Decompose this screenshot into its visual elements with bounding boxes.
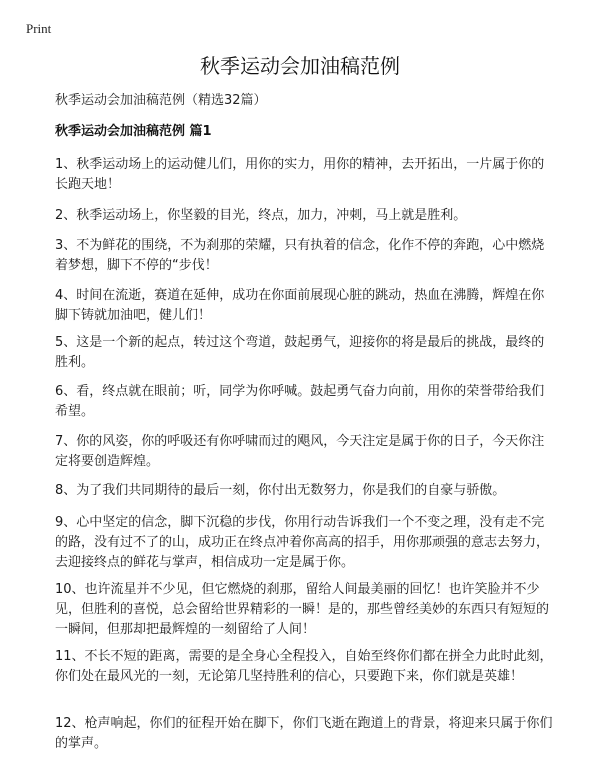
document-title: 秋季运动会加油稿范例 xyxy=(200,54,400,78)
paragraph-8: 8、为了我们共同期待的最后一刻，你付出无数努力，你是我们的自豪与骄傲。 xyxy=(55,483,506,498)
paragraph-4: 4、时间在流逝，赛道在延伸，成功在你面前展现心脏的跳动，热血在沸腾，辉煌在你脚下铸就加油吧，健儿们！ xyxy=(55,288,545,323)
document-subtitle: 秋季运动会加油稿范例（精选32篇） xyxy=(55,93,267,108)
paragraph-1: 1、秋季运动场上的运动健儿们，用你的实力，用你的精神，去开拓出，一片属于你的长跑天地！ xyxy=(55,157,545,192)
paragraph-12: 12、枪声响起，你们的征程开始在脚下，你们飞逝在跑道上的背景，将迎来只属于你们的掌声。 xyxy=(55,716,553,751)
paragraph-11: 11、不长不短的距离，需要的是全身心全程投入，自始至终你们都在拼全力此时此刻，你们处在最风光的一刻，无论第几坚持胜利的信心，只要跑下来，你们就是英雄！ xyxy=(55,649,553,684)
paragraph-9: 9、心中坚定的信念，脚下沉稳的步伐，你用行动告诉我们一个不变之理，没有走不完的路，没有过不了的山，成功正在终点冲着你高高的招手，用你那顽强的意志去努力，去迎接终点的鲜花与掌声，相信成功一定是属于你。 xyxy=(55,515,550,570)
section-heading: 秋季运动会加油稿范例 篇1 xyxy=(55,124,212,139)
paragraph-2: 2、秋季运动场上，你坚毅的目光，终点，加力，冲刺，马上就是胜利。 xyxy=(55,208,467,223)
print-link[interactable]: Print xyxy=(26,21,52,36)
paragraph-6: 6、看，终点就在眼前；听，同学为你呼喊。鼓起勇气奋力向前，用你的荣誉带给我们希望。 xyxy=(55,384,545,419)
paragraph-7: 7、你的风姿，你的呼吸还有你呼啸而过的飓风，今天注定是属于你的日子，今天你注定将要创造辉煌。 xyxy=(55,434,545,469)
paragraph-10: 10、也许流星并不少见，但它燃烧的刹那，留给人间最美丽的回忆！也许笑脸并不少见，但胜利的喜悦，总会留给世界精彩的一瞬！是的，那些曾经美妙的东西只有短短的一瞬间，但那却把最辉煌的一刻留给了人间！ xyxy=(55,582,550,637)
paragraph-5: 5、这是一个新的起点，转过这个弯道，鼓起勇气，迎接你的将是最后的挑战，最终的胜利。 xyxy=(55,335,545,370)
paragraph-3: 3、不为鲜花的围绕，不为刹那的荣耀，只有执着的信念，化作不停的奔跑，心中燃烧着梦想，脚下不停的“步伐！ xyxy=(55,238,545,273)
